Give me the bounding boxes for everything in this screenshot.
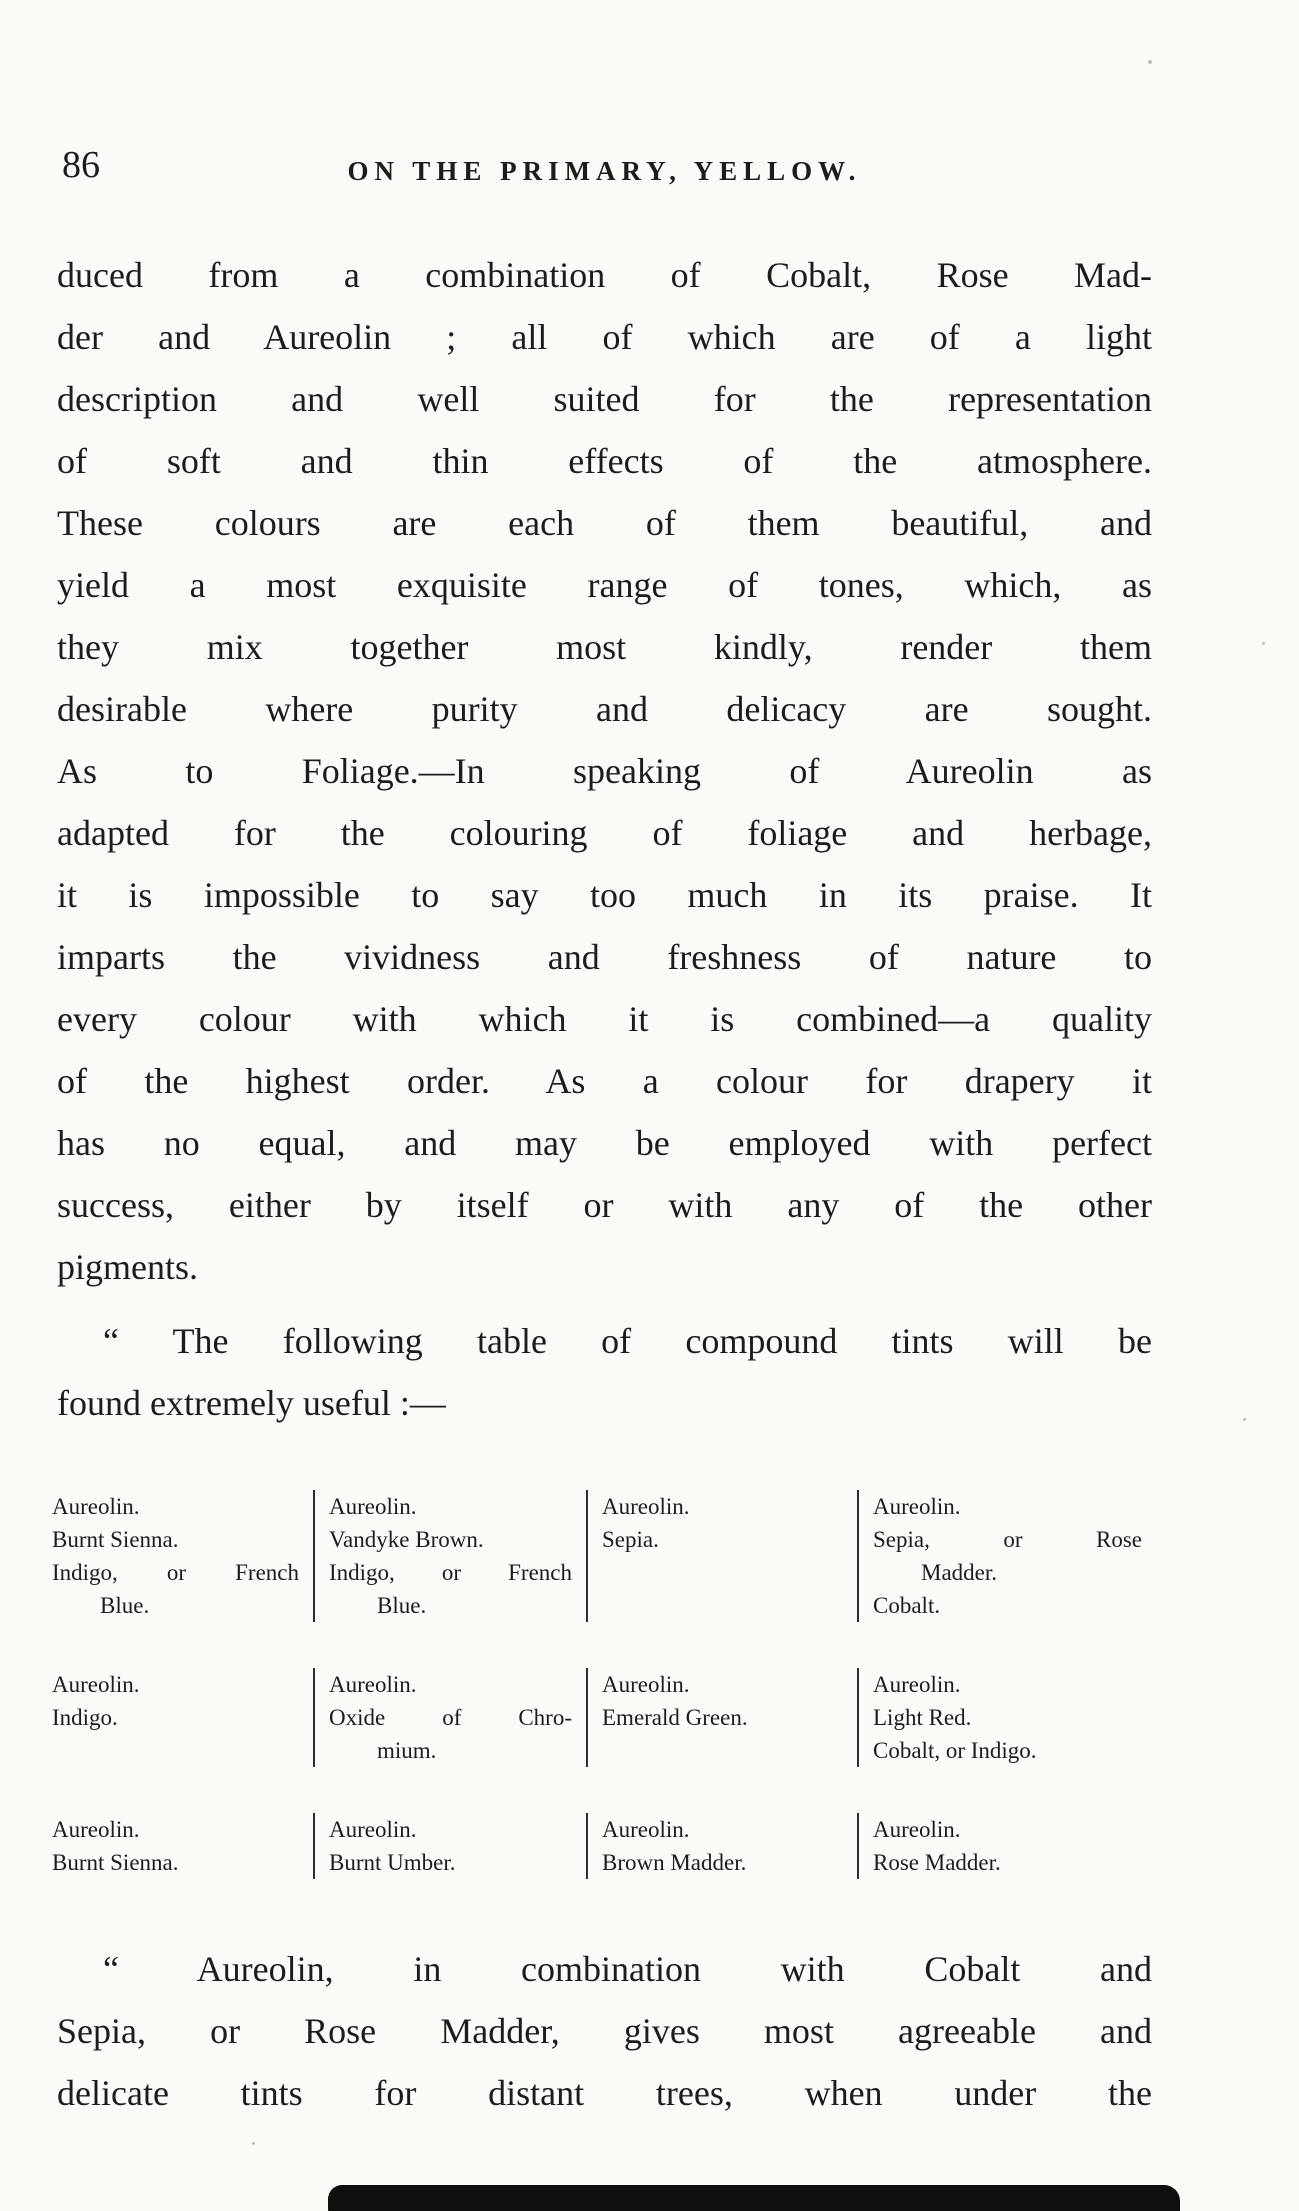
text-line: der and Aureolin ; all of which are of a light <box>57 317 1152 357</box>
table-row <box>52 1668 1156 1767</box>
table-cell <box>52 1490 313 1622</box>
table-cell-line: Blue. <box>100 1593 150 1618</box>
table-cell-line: Oxide of Chro- <box>329 1705 572 1730</box>
table-cell-line: Indigo, or French <box>52 1560 299 1585</box>
text-line: Sepia, or Rose Madder, gives most agreeable and <box>57 2011 1152 2051</box>
table-cell-line: Brown Madder. <box>602 1850 747 1875</box>
table-cell-line: Indigo. <box>52 1705 118 1730</box>
table-cell <box>313 1813 586 1879</box>
table-cell-line: Cobalt. <box>873 1593 941 1618</box>
paragraph-main <box>57 244 1152 1298</box>
text-line: desirable where purity and delicacy are sought. <box>57 689 1152 729</box>
table-cell-line: Aureolin. <box>52 1817 140 1842</box>
table-cell-line: Aureolin. <box>52 1672 140 1697</box>
text-line: adapted for the colouring of foliage and herbage, <box>57 813 1152 853</box>
scan-speck <box>1262 642 1265 645</box>
text-line: every colour with which it is combined—a quality <box>57 999 1152 1039</box>
table-cell-line: Aureolin. <box>602 1494 690 1519</box>
text-line: delicate tints for distant trees, when under the <box>57 2073 1152 2113</box>
table-cell-line: Aureolin. <box>602 1817 690 1842</box>
text-line: duced from a combination of Cobalt, Rose Mad- <box>57 255 1152 295</box>
text-line: imparts the vividness and freshness of nature to <box>57 937 1152 977</box>
text-line: it is impossible to say too much in its praise. It <box>57 875 1152 915</box>
table-cell-line: Burnt Sienna. <box>52 1527 179 1552</box>
table-cell <box>857 1490 1156 1622</box>
table-cell-line: Rose Madder. <box>873 1850 1001 1875</box>
text-line: yield a most exquisite range of tones, which, as <box>57 565 1152 605</box>
scan-artifact-bar <box>328 2185 1180 2211</box>
table-row <box>52 1813 1156 1879</box>
table-cell-line: Indigo, or French <box>329 1560 572 1585</box>
text-line: found extremely useful :— <box>57 1383 446 1423</box>
table-cell <box>586 1668 857 1767</box>
table-cell <box>52 1668 313 1767</box>
table-cell-line: Aureolin. <box>329 1817 417 1842</box>
table-cell-line: Aureolin. <box>329 1494 417 1519</box>
compound-tints-table <box>52 1490 1156 1925</box>
table-cell <box>857 1668 1156 1767</box>
text-line: they mix together most kindly, render them <box>57 627 1152 667</box>
table-cell-line: Sepia. <box>602 1527 659 1552</box>
text-line: As to Foliage.—In speaking of Aureolin as <box>57 751 1152 791</box>
table-row <box>52 1490 1156 1622</box>
table-cell-line: mium. <box>377 1738 437 1763</box>
table-cell <box>313 1490 586 1622</box>
table-cell-line: Aureolin. <box>329 1672 417 1697</box>
table-cell-line: Aureolin. <box>873 1494 961 1519</box>
text-line: “ Aureolin, in combination with Cobalt and <box>103 1949 1152 1989</box>
scan-speck <box>1243 1418 1246 1421</box>
table-cell-line: Madder. <box>921 1560 998 1585</box>
table-cell <box>586 1490 857 1622</box>
table-cell-line: Sepia, or Rose <box>873 1527 1142 1552</box>
text-line: pigments. <box>57 1247 198 1287</box>
table-cell-line: Blue. <box>377 1593 427 1618</box>
page-number: 86 <box>62 144 100 186</box>
table-cell-line: Burnt Sienna. <box>52 1850 179 1875</box>
text-line: of the highest order. As a colour for drapery it <box>57 1061 1152 1101</box>
table-cell-line: Aureolin. <box>873 1817 961 1842</box>
table-cell-line: Emerald Green. <box>602 1705 748 1730</box>
scan-speck <box>252 2142 255 2145</box>
table-cell <box>313 1668 586 1767</box>
paragraph-closing <box>57 1938 1152 2124</box>
table-cell <box>857 1813 1156 1879</box>
text-line: description and well suited for the representation <box>57 379 1152 419</box>
table-cell-line: Aureolin. <box>52 1494 140 1519</box>
text-line: success, either by itself or with any of the other <box>57 1185 1152 1225</box>
table-cell-line: Light Red. <box>873 1705 972 1730</box>
table-cell <box>586 1813 857 1879</box>
table-cell-line: Burnt Umber. <box>329 1850 456 1875</box>
table-cell-line: Aureolin. <box>873 1672 961 1697</box>
paragraph-table-intro <box>57 1310 1152 1434</box>
table-cell-line: Aureolin. <box>602 1672 690 1697</box>
table-cell <box>52 1813 313 1879</box>
text-line: These colours are each of them beautiful, and <box>57 503 1152 543</box>
text-line: has no equal, and may be employed with perfect <box>57 1123 1152 1163</box>
table-cell-line: Cobalt, or Indigo. <box>873 1738 1037 1763</box>
text-line: of soft and thin effects of the atmosphere. <box>57 441 1152 481</box>
text-line: “ The following table of compound tints will be <box>103 1321 1152 1361</box>
scan-speck <box>1148 60 1152 64</box>
table-cell-line: Vandyke Brown. <box>329 1527 484 1552</box>
running-head: ON THE PRIMARY, YELLOW. <box>347 156 862 186</box>
